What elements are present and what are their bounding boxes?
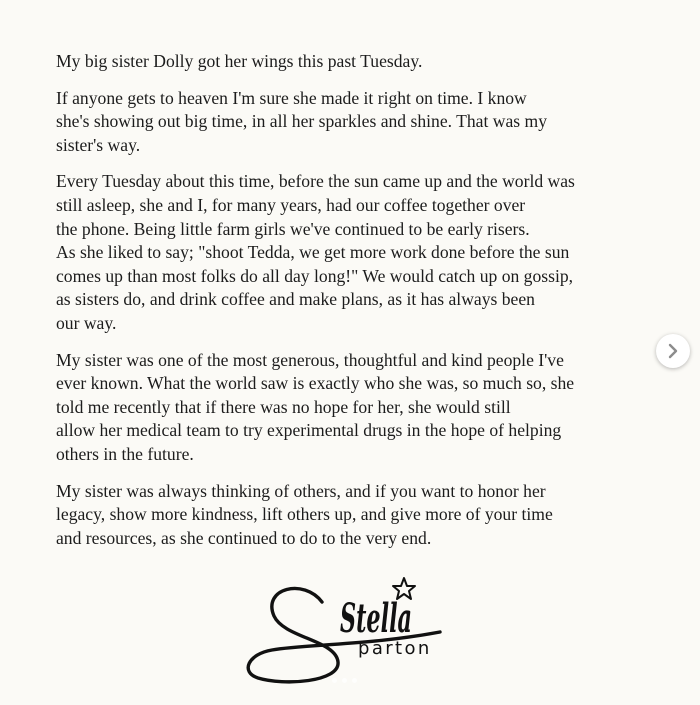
- paragraph-line: she's showing out big time, in all her sparkles and shine. That was my: [56, 111, 548, 132]
- paragraph-line: ever known. What the world saw is exactly who she was, so much so, she: [56, 373, 575, 394]
- carousel-dot[interactable]: [332, 678, 337, 683]
- paragraph-line: others in the future.: [56, 443, 194, 464]
- post-caption: [56, 50, 575, 563]
- paragraph-line: as sisters do, and drink coffee and make plans, as it has always been: [56, 289, 535, 310]
- paragraph-line: our way.: [56, 312, 117, 333]
- carousel-dot[interactable]: [352, 678, 357, 683]
- next-slide-button[interactable]: [656, 334, 690, 368]
- paragraph-line: sister's way.: [56, 134, 141, 155]
- paragraph-line: the phone. Being little farm girls we've continued to be early risers.: [56, 218, 530, 239]
- post-paragraph: [56, 349, 575, 467]
- paragraph-line: My big sister Dolly got her wings this past Tuesday.: [56, 51, 423, 71]
- paragraph-line: and resources, as she continued to do to the very end.: [56, 527, 432, 548]
- signature-name: parton: [358, 638, 432, 659]
- paragraph-line: As she liked to say; "shoot Tedda, we get more work done before the sun: [56, 242, 570, 263]
- paragraph-line: comes up than most folks do all day long!" We would catch up on gossip,: [56, 265, 574, 286]
- stella-parton-signature: [244, 574, 458, 686]
- carousel-dots: [332, 678, 357, 683]
- post-paragraph: [56, 170, 575, 335]
- paragraph-line: Every Tuesday about this time, before the sun came up and the world was: [56, 171, 575, 192]
- signature-logo: [244, 574, 458, 686]
- post-paragraph: [56, 480, 566, 551]
- carousel-dot[interactable]: [342, 678, 347, 683]
- post-paragraph: [56, 87, 566, 158]
- post-paragraph: [56, 50, 566, 74]
- paragraph-line: still asleep, she and I, for many years, had our coffee together over: [56, 194, 526, 215]
- chevron-right-icon: [666, 342, 680, 360]
- signature-script: Stella: [340, 595, 412, 642]
- paragraph-line: legacy, show more kindness, lift others up, and give more of your time: [56, 504, 553, 525]
- paragraph-line: If anyone gets to heaven I'm sure she made it right on time. I know: [56, 87, 527, 108]
- paragraph-line: allow her medical team to try experimental drugs in the hope of helping: [56, 420, 562, 441]
- paragraph-line: My sister was one of the most generous, thoughtful and kind people I've: [56, 349, 564, 370]
- paragraph-line: told me recently that if there was no hope for her, she would still: [56, 396, 511, 417]
- paragraph-line: My sister was always thinking of others, and if you want to honor her: [56, 480, 546, 501]
